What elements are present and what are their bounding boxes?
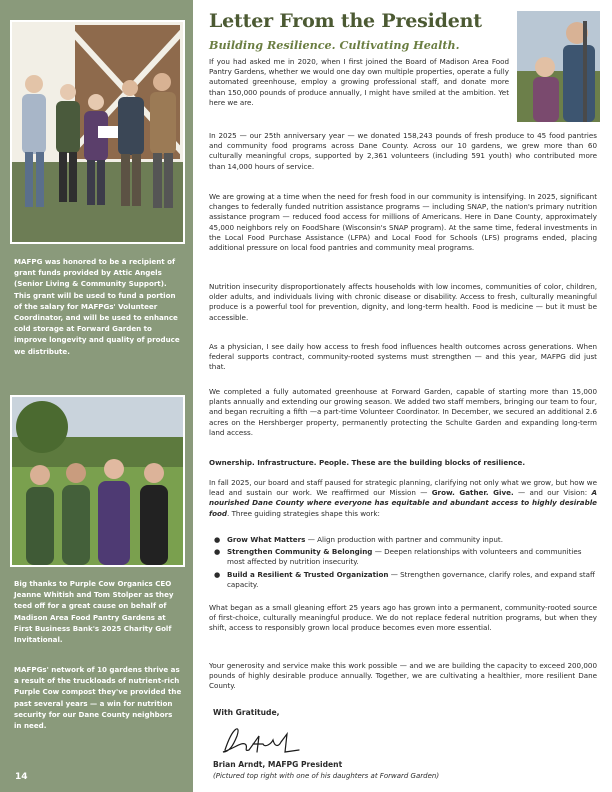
letter-paragraph-physician: As a physician, I see daily how access to fresh food influences health outcomes across generations. When federal supports contract, community-rooted systems must strengthen — and this year, MAFPG did just that. — [209, 342, 597, 372]
caption-compost: MAFPGs' network of 10 gardens thrive as a result of the truckloads of nutrient-rich Purple Cow compost they've provided the past several years — a win for nutrition security for our Dane County neighbors in need. — [14, 665, 182, 731]
letter-paragraph-greenhouse: We completed a fully automated greenhouse at Forward Garden, capable of starting more than 15,000 plants annually and extending our growing season. We added two staff members, bringing our team to four, and began recruiting a fifth —a part-time Volunteer Coordinator. In December, we secured an additional 2.6 acres on the Hershberger property, permanently protecting the Schulte Garden and expanding long-term land access. — [209, 387, 597, 437]
page-title: Letter From the President — [209, 10, 482, 32]
list-item — [211, 535, 597, 545]
signer-note: (Pictured top right with one of his daughters at Forward Garden) — [213, 772, 440, 780]
list-item — [211, 547, 597, 567]
photo-grant-presentation — [10, 20, 185, 244]
signature — [219, 722, 309, 762]
letter-paragraph-history: What began as a small gleaning effort 25 years ago has grown into a permanent, community-rooted source of first-choice, culturally meaningful produce. We do not replace federal nutrition programs, but when they shift, access to responsibly grown local produce becomes even more essential. — [209, 603, 597, 633]
mission-statement: Grow. Gather. Give. — [431, 488, 514, 498]
photo-golf-invitational — [10, 395, 185, 567]
letter-paragraph-building-blocks: Ownership. Infrastructure. People. These are the building blocks of resilience. — [209, 458, 526, 467]
strategy-text-start: In fall 2025, our board and staff paused for strategic planning, clarifying not only what we grow, but how we lead and sustain our work. We reaffirmed our Mission — — [209, 478, 597, 498]
page-subtitle: Building Resilience. Cultivating Health. — [209, 38, 460, 52]
closing-salutation: With Gratitude, — [213, 708, 280, 717]
list-item — [211, 570, 597, 590]
strategy-title: Grow What Matters — [227, 535, 306, 544]
strategy-desc: — Deepen relationships with volunteers and communities most affected by nutrition insecurity. — [227, 547, 582, 567]
letter-paragraph-2025: In 2025 — our 25th anniversary year — we donated 158,243 pounds of fresh produce to 45 food pantries and community food programs across Dane County. Across our 10 gardens, we grew more than 60 culturally meaningful crops, supported by 2,361 volunteers (including 591 youth) who contributed more than 14,000 hours of service. — [209, 131, 597, 171]
strategy-text-mid: — and our Vision: — [513, 488, 592, 498]
letter-paragraph-thanks: Your generosity and service make this work possible — and we are building the capacity to exceed 200,000 pounds of highly desirable produce annually. Together, we are cultivating a healthier, more resilient Dane County. — [209, 661, 597, 691]
strategy-title: Build a Resilient & Trusted Organization — [227, 569, 389, 579]
bullet-icon: ● — [214, 569, 221, 579]
caption-golf: Big thanks to Purple Cow Organics CEO Jeanne Whitish and Tom Stolper as they teed off for a great cause on behalf of Madison Area Food Pantry Gardens at First Business Bank's 2025 Charity Golf Invitational. — [14, 579, 174, 645]
bullet-icon: ● — [214, 535, 221, 544]
caption-grant: MAFPG was honored to be a recipient of grant funds provided by Attic Angels (Senior Living & Community Support). This grant will be used to fund a portion of the salary for MAFPGs' Volunteer Coordinator, and will be used to enhance cold storage at Forward Garden to improve longevity and quality of produce we distribute. — [14, 257, 180, 356]
photo-president-with-daughter — [517, 11, 600, 122]
strategy-title: Strengthen Community & Belonging — [227, 547, 373, 557]
letter-paragraph-intro: If you had asked me in 2020, when I first joined the Board of Madison Area Food Pantry Gardens, whether we would one day own multiple properties, operate a fully automated greenhouse, employ a growing professional staff, and donate more than 150,000 pounds of produce annually, I might have smiled at the ambition. Yet here we are. — [209, 57, 509, 107]
page-number: 14 — [15, 772, 28, 782]
letter-paragraph-strategy — [209, 478, 597, 519]
letter-paragraph-need: We are growing at a time when the need for fresh food in our community is intensifying. In 2025, significant changes to federally funded nutrition assistance programs — including SNAP, the nation's primary nutrition assistance program — reduced food access for millions of Americans. Here in Dane County, approximately 45,000 neighbors rely on FoodShare (Wisconsin's SNAP program). At the same time, federal investments in the Local Food Purchase Assistance (LFPA) and Local Food for Schools (LFS) programs ended, placing additional pressure on local food pantries and community meal programs. — [209, 192, 597, 253]
strategy-text-end: . Three guiding strategies shape this work: — [227, 508, 380, 518]
signer-name: Brian Arndt, MAFPG President — [213, 760, 343, 769]
strategy-list — [211, 535, 597, 592]
letter-paragraph-insecurity: Nutrition insecurity disproportionately affects households with low incomes, communities of color, children, older adults, and individuals living with chronic disease or disability. Access to fresh, culturally meaningful produce is a powerful tool for prevention, dignity, and long-term health. Food is medicine — but it must be accessible. — [209, 282, 597, 322]
strategy-desc: — Strengthen governance, clarify roles, and expand staff capacity. — [227, 569, 595, 589]
sidebar — [0, 0, 193, 792]
bullet-icon: ● — [214, 547, 221, 557]
vision-statement: A nourished Dane County where everyone has equitable and abundant access to highly desirable food — [209, 488, 597, 518]
strategy-desc: — Align production with partner and community input. — [305, 535, 503, 544]
